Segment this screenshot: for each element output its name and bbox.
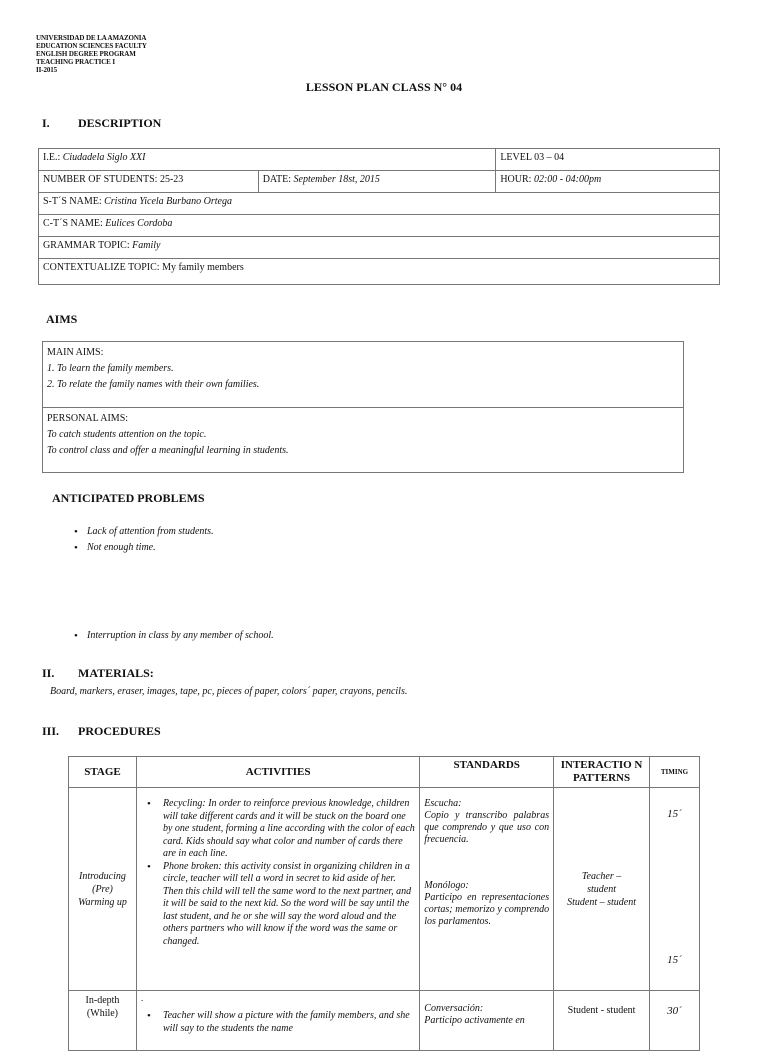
list-item: • Teacher will show a picture with the family members, and she will say to the students the name: [141, 1010, 415, 1035]
grammar-cell: [39, 237, 720, 259]
main-aims: [43, 342, 683, 407]
problems-list: [70, 524, 214, 556]
table-row: [39, 259, 720, 285]
list-item: • Lack of attention from students.: [70, 524, 214, 540]
column-header: ACTIVITIES: [136, 757, 419, 788]
materials-heading: [42, 666, 154, 681]
table-row: [39, 149, 720, 171]
table-row: [69, 991, 700, 1051]
column-header: INTERACTIO N PATTERNS: [554, 757, 650, 788]
interaction-line: Student – student: [567, 896, 636, 908]
personal-aims: [43, 407, 683, 472]
sts-value: Cristina Yicela Burbano Ortega: [104, 196, 232, 207]
stage-cell: [69, 991, 137, 1051]
list-item: • Phone broken: this activity consist in organizing children in a circle, teacher will tell a word in secret to kid aside of her. Then this child will tell the same word to the next partner, and it will be said to the next kid. So the word will be say until the last student, and he or she will say the word aloud and the others partners who will know if the word was the same or changed.: [141, 861, 415, 949]
procedures-heading: [42, 724, 161, 739]
table-row: [39, 171, 720, 193]
personal-aim-item: To catch students attention on the topic.: [47, 429, 207, 440]
column-header: TIMING: [650, 757, 700, 788]
students-cell: NUMBER OF STUDENTS: 25-23: [39, 171, 259, 193]
aims-heading: AIMS: [46, 312, 78, 326]
timing-cell: [650, 788, 700, 991]
activities-cell: [136, 788, 419, 991]
timing-cell: 30´: [650, 991, 700, 1051]
activities-list: [141, 798, 415, 948]
activities-list: [141, 1010, 415, 1035]
ie-value: Ciudadela Siglo XXI: [62, 152, 146, 163]
cts-value: Eulices Cordoba: [105, 218, 173, 229]
personal-aims-label: PERSONAL AIMS:: [47, 413, 129, 424]
section-number: II.: [42, 666, 55, 680]
page-title: LESSON PLAN CLASS N° 04: [305, 80, 463, 94]
list-item: • Interruption in class by any member of school.: [70, 628, 274, 644]
problems-list-continued: [70, 628, 274, 644]
cts-label: C-T´S NAME:: [43, 218, 106, 229]
standard-title: Conversación:: [424, 1003, 484, 1014]
date-label: DATE:: [262, 174, 294, 185]
interaction-cell: Student - student: [554, 991, 650, 1051]
sts-label: S-T´S NAME:: [43, 196, 105, 207]
list-item: • Recycling: In order to reinforce previous knowledge, children will take different cards and it will be stuck on the board one by one student, forming a line according with the color of each card. Kids should say what color and number of cards there are in each line.: [141, 798, 415, 861]
stage-line: Warming up: [78, 896, 127, 908]
section-title: DESCRIPTION: [78, 116, 162, 130]
standard-text: Participo en representaciones cortas; memorizo y comprendo los parlamentos.: [424, 892, 550, 927]
table-row: [69, 788, 700, 991]
stage-line: (Pre): [92, 883, 113, 895]
table-row: [39, 215, 720, 237]
grammar-value: Family: [132, 240, 161, 251]
standard-title: Monólogo:: [424, 880, 469, 891]
context-value: My family members: [162, 262, 244, 273]
ie-cell: [39, 149, 496, 171]
header-line: ENGLISH DEGREE PROGRAM: [36, 50, 136, 58]
problems-heading: ANTICIPATED PROBLEMS: [52, 491, 205, 505]
section-title: MATERIALS:: [78, 666, 154, 680]
activities-cell: [136, 991, 419, 1051]
stage-line: (While): [86, 1008, 119, 1019]
hour-cell: [496, 171, 720, 193]
table-row: [39, 237, 720, 259]
ie-label: I.E.:: [43, 152, 63, 163]
standard-title: Escucha:: [424, 798, 462, 809]
date-cell: [258, 171, 496, 193]
materials-text: Board, markers, eraser, images, tape, pc, pieces of paper, colors´ paper, crayons, pencils.: [50, 686, 408, 697]
interaction-line: Teacher –: [581, 870, 622, 882]
column-header: STAGE: [69, 757, 137, 788]
institution-header: [36, 34, 147, 74]
list-item: • Not enough time.: [70, 540, 214, 556]
interaction-line: student: [587, 883, 616, 895]
header-line: UNIVERSIDAD DE LA AMAZONIA: [36, 34, 147, 42]
stage-line: In-depth: [85, 995, 120, 1006]
table-header-row: [69, 757, 700, 788]
stage-line: Introducing: [79, 870, 126, 882]
section-title: PROCEDURES: [78, 724, 161, 738]
personal-aim-item: To control class and offer a meaningful learning in students.: [47, 445, 289, 456]
context-cell: [39, 259, 720, 285]
cts-cell: [39, 215, 720, 237]
standard-text: Copio y transcribo palabras que comprendo y que uso con frecuencia.: [424, 810, 550, 845]
column-header: STANDARDS: [420, 757, 554, 788]
grammar-label: GRAMMAR TOPIC:: [43, 240, 133, 251]
header-line: TEACHING PRACTICE I: [36, 58, 116, 66]
context-label: CONTEXTUALIZE TOPIC:: [43, 262, 163, 273]
section-number: III.: [42, 724, 60, 738]
standards-cell: [420, 991, 554, 1051]
table-row: [39, 193, 720, 215]
main-aim-item: 1. To learn the family members.: [47, 363, 174, 374]
main-aim-item: 2. To relate the family names with their own families.: [47, 379, 260, 390]
activity-marker: .: [140, 993, 144, 1003]
interaction-cell: [554, 788, 650, 991]
level-cell: LEVEL 03 – 04: [496, 149, 720, 171]
standards-cell: [420, 788, 554, 991]
procedures-table: [68, 756, 700, 1051]
section-number: I.: [42, 116, 50, 130]
hour-label: HOUR:: [500, 174, 534, 185]
standard-text: Participo activamente en: [424, 1015, 525, 1026]
stage-cell: [69, 788, 137, 991]
sts-cell: [39, 193, 720, 215]
hour-value: 02:00 - 04:00pm: [533, 174, 602, 185]
header-line: EDUCATION SCIENCES FACULTY: [36, 42, 147, 50]
header-line: II-2015: [36, 66, 58, 74]
aims-box: [42, 341, 684, 473]
main-aims-label: MAIN AIMS:: [47, 347, 104, 358]
timing-value: 15´: [667, 954, 682, 966]
description-heading: [42, 116, 161, 131]
description-table: [38, 148, 720, 285]
date-value: September 18st, 2015: [293, 174, 380, 185]
timing-value: 15´: [667, 808, 682, 820]
